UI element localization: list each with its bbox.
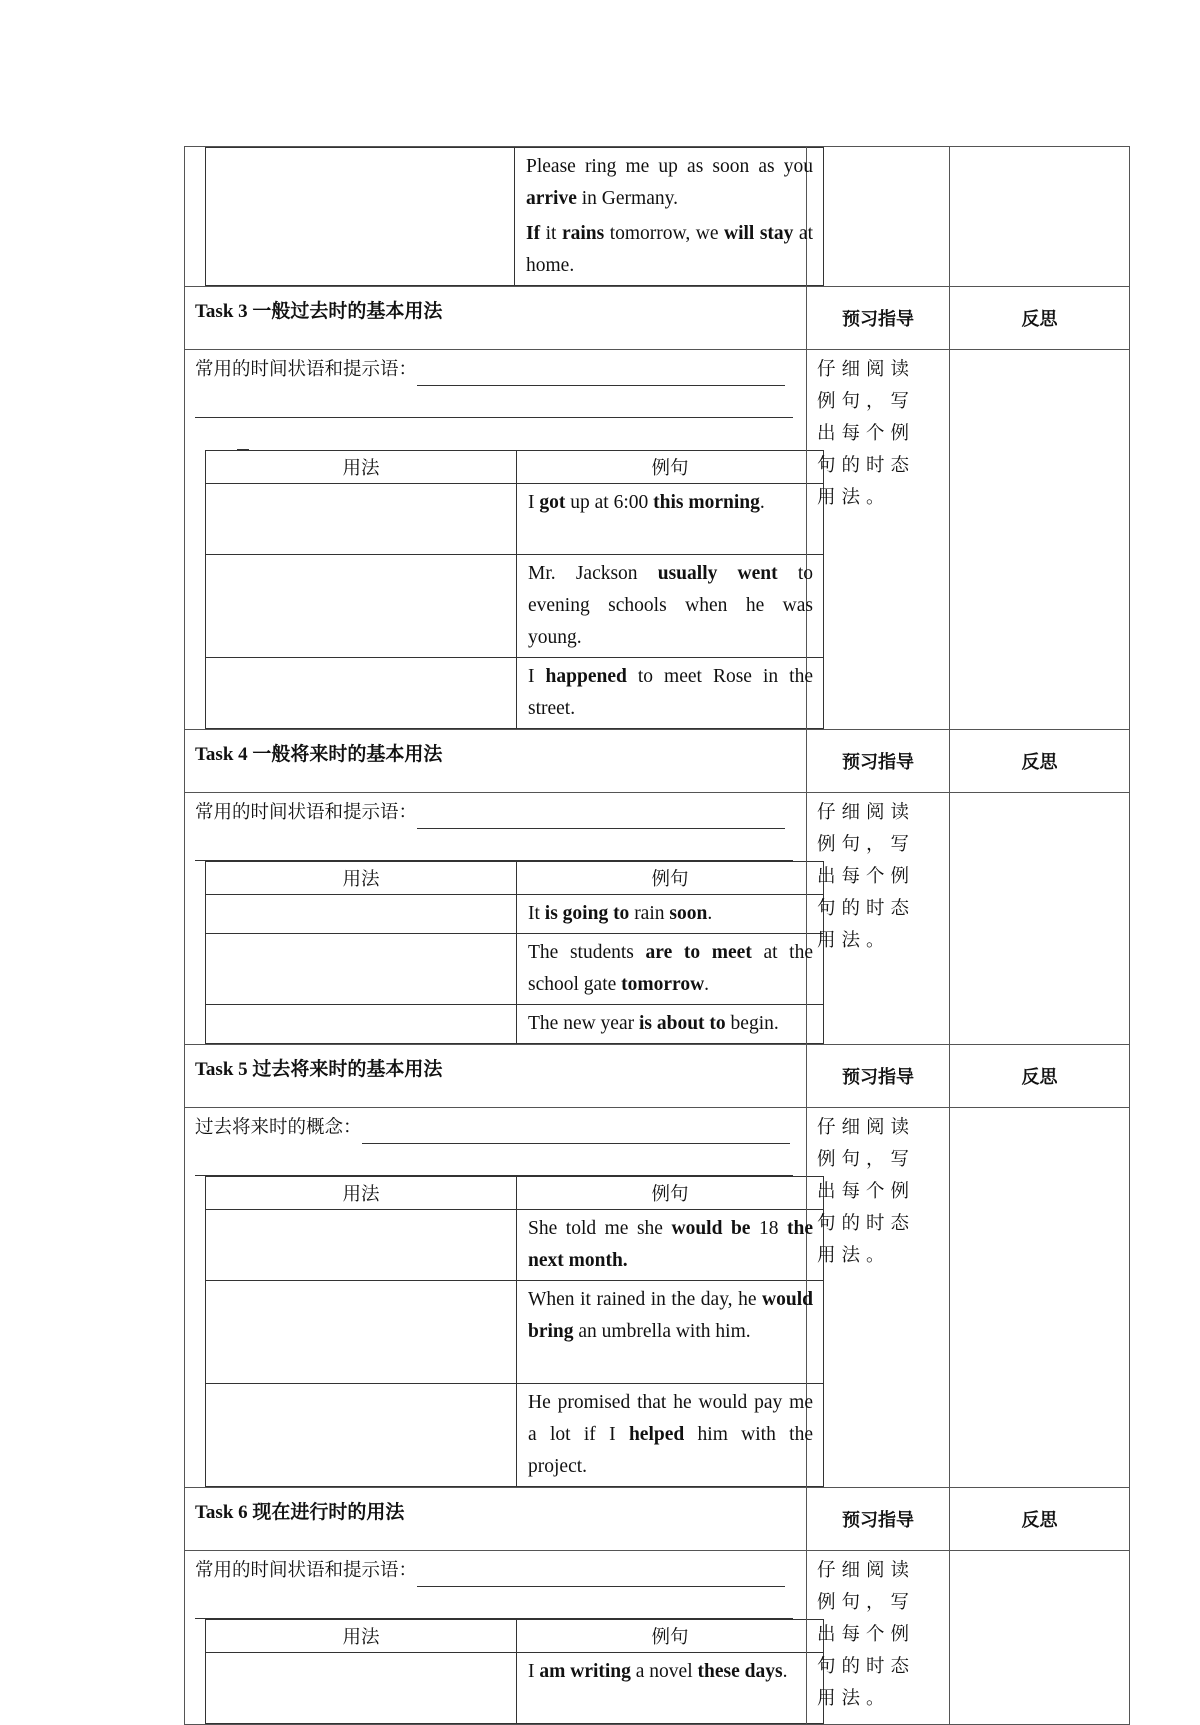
- usage-cell[interactable]: [206, 1005, 517, 1044]
- example-row: [206, 895, 824, 934]
- answer-blank[interactable]: [195, 838, 793, 861]
- example-row: [206, 1005, 824, 1044]
- usage-example-table: [205, 1619, 824, 1724]
- task-title: Task 6 现在进行时的用法: [185, 1488, 807, 1551]
- example-row: [206, 484, 824, 555]
- answer-blank[interactable]: [417, 806, 785, 829]
- reflection-header: 反思: [950, 1045, 1130, 1108]
- reflection-cell[interactable]: [950, 1108, 1130, 1488]
- usage-cell[interactable]: [206, 1210, 517, 1281]
- usage-cell[interactable]: [206, 1281, 517, 1384]
- task-content-row: [185, 1108, 1130, 1488]
- hint-field: [195, 354, 806, 450]
- reflection-header: 反思: [950, 287, 1130, 350]
- example-column-header: 例句: [517, 1177, 824, 1210]
- guide-header: 预习指导: [807, 287, 950, 350]
- hint-label: 常用的时间状语和提示语：: [195, 1560, 418, 1581]
- example-cell: [517, 1281, 824, 1384]
- example-column-header: 例句: [517, 862, 824, 895]
- task-header-row: [185, 287, 1130, 350]
- example-row: [206, 1384, 824, 1487]
- hint-label: 过去将来时的概念：: [195, 1117, 362, 1138]
- example-cell: [517, 484, 824, 555]
- guide-text: 仔细阅读例句，写出每个例句的时态用法。: [807, 1108, 950, 1488]
- example-column-header: 例句: [517, 1620, 824, 1653]
- example-row: [206, 1653, 824, 1724]
- example-cell: [517, 1005, 824, 1044]
- hint-label: 常用的时间状语和提示语：: [195, 359, 418, 380]
- hint-field: [195, 1112, 806, 1176]
- usage-cell[interactable]: [206, 1653, 517, 1724]
- continued-row: [185, 147, 1130, 287]
- answer-blank[interactable]: [195, 395, 793, 418]
- example-cell: [517, 658, 824, 729]
- example: If it rains tomorrow, we will stay at home.: [526, 223, 813, 276]
- example-row: [206, 1281, 824, 1384]
- example-cell: [517, 934, 824, 1005]
- example-sentence: He promised that he would pay me a lot if I helped him with the project.: [528, 1392, 813, 1477]
- example-sentence: The new year is about to begin.: [528, 1013, 779, 1034]
- guide-text: 仔细阅读例句，写出每个例句的时态用法。: [807, 1551, 950, 1725]
- hint-field: [195, 797, 806, 861]
- answer-blank[interactable]: [195, 1153, 793, 1176]
- example-sentence: Mr. Jackson usually went to evening schools when he was young.: [528, 563, 813, 648]
- example-cell: [517, 555, 824, 658]
- usage-column-header: 用法: [206, 451, 517, 484]
- example-sentence: She told me she would be 18 the next month.: [528, 1218, 813, 1271]
- example-sentence: I happened to meet Rose in the street.: [528, 666, 813, 719]
- example-cell: [515, 148, 824, 286]
- tense-table: [184, 146, 1130, 1725]
- example-row: [206, 658, 824, 729]
- reflection-cell[interactable]: [950, 793, 1130, 1045]
- task-title: Task 4 一般将来时的基本用法: [185, 730, 807, 793]
- usage-column-header: 用法: [206, 1177, 517, 1210]
- example-sentence: I am writing a novel these days.: [528, 1661, 788, 1682]
- guide-text: 仔细阅读例句，写出每个例句的时态用法。: [807, 350, 950, 730]
- task-content-row: [185, 350, 1130, 730]
- usage-cell[interactable]: [206, 934, 517, 1005]
- answer-blank[interactable]: [362, 1121, 790, 1144]
- answer-blank[interactable]: [195, 1596, 793, 1619]
- example-sentence: I got up at 6:00 this morning.: [528, 492, 765, 513]
- example-cell: [517, 1384, 824, 1487]
- continued-inner-table: [205, 147, 824, 286]
- hint-label: 常用的时间状语和提示语：: [195, 802, 418, 823]
- answer-blank[interactable]: [417, 363, 785, 386]
- reflection-header: 反思: [950, 730, 1130, 793]
- usage-cell[interactable]: [206, 658, 517, 729]
- usage-example-table: [205, 861, 824, 1044]
- task-title: Task 3 一般过去时的基本用法: [185, 287, 807, 350]
- usage-cell[interactable]: [206, 895, 517, 934]
- example: Please ring me up as soon as you arrive in Germany.: [526, 156, 813, 209]
- hint-field: [195, 1555, 806, 1619]
- usage-cell[interactable]: [206, 484, 517, 555]
- reflection-cell[interactable]: [950, 350, 1130, 730]
- example-cell: [517, 1653, 824, 1724]
- example-cell: [517, 1210, 824, 1281]
- task-content-row: [185, 1551, 1130, 1725]
- reflection-cell[interactable]: [950, 147, 1130, 287]
- usage-column-header: 用法: [206, 1620, 517, 1653]
- example-row: [206, 555, 824, 658]
- reflection-cell[interactable]: [950, 1551, 1130, 1725]
- task-header-row: [185, 730, 1130, 793]
- answer-blank[interactable]: [237, 427, 249, 450]
- usage-cell[interactable]: [206, 148, 515, 286]
- usage-cell[interactable]: [206, 555, 517, 658]
- task-title: Task 5 过去将来时的基本用法: [185, 1045, 807, 1108]
- example-cell: [517, 895, 824, 934]
- guide-text: 仔细阅读例句，写出每个例句的时态用法。: [807, 793, 950, 1045]
- guide-header: 预习指导: [807, 730, 950, 793]
- guide-header: 预习指导: [807, 1488, 950, 1551]
- guide-header: 预习指导: [807, 1045, 950, 1108]
- usage-cell[interactable]: [206, 1384, 517, 1487]
- usage-example-table: [205, 450, 824, 729]
- example-sentence: When it rained in the day, he would bring an umbrella with him.: [528, 1289, 813, 1342]
- worksheet: [184, 146, 1129, 1725]
- example-column-header: 例句: [517, 451, 824, 484]
- example-sentence: The students are to meet at the school gate tomorrow.: [528, 942, 814, 995]
- example-row: [206, 934, 824, 1005]
- reflection-header: 反思: [950, 1488, 1130, 1551]
- task-content-row: [185, 793, 1130, 1045]
- task-header-row: [185, 1045, 1130, 1108]
- answer-blank[interactable]: [417, 1564, 785, 1587]
- usage-column-header: 用法: [206, 862, 517, 895]
- task-header-row: [185, 1488, 1130, 1551]
- example-sentence: It is going to rain soon.: [528, 903, 713, 924]
- example-row: [206, 1210, 824, 1281]
- usage-example-table: [205, 1176, 824, 1487]
- guide-cell: [807, 147, 950, 287]
